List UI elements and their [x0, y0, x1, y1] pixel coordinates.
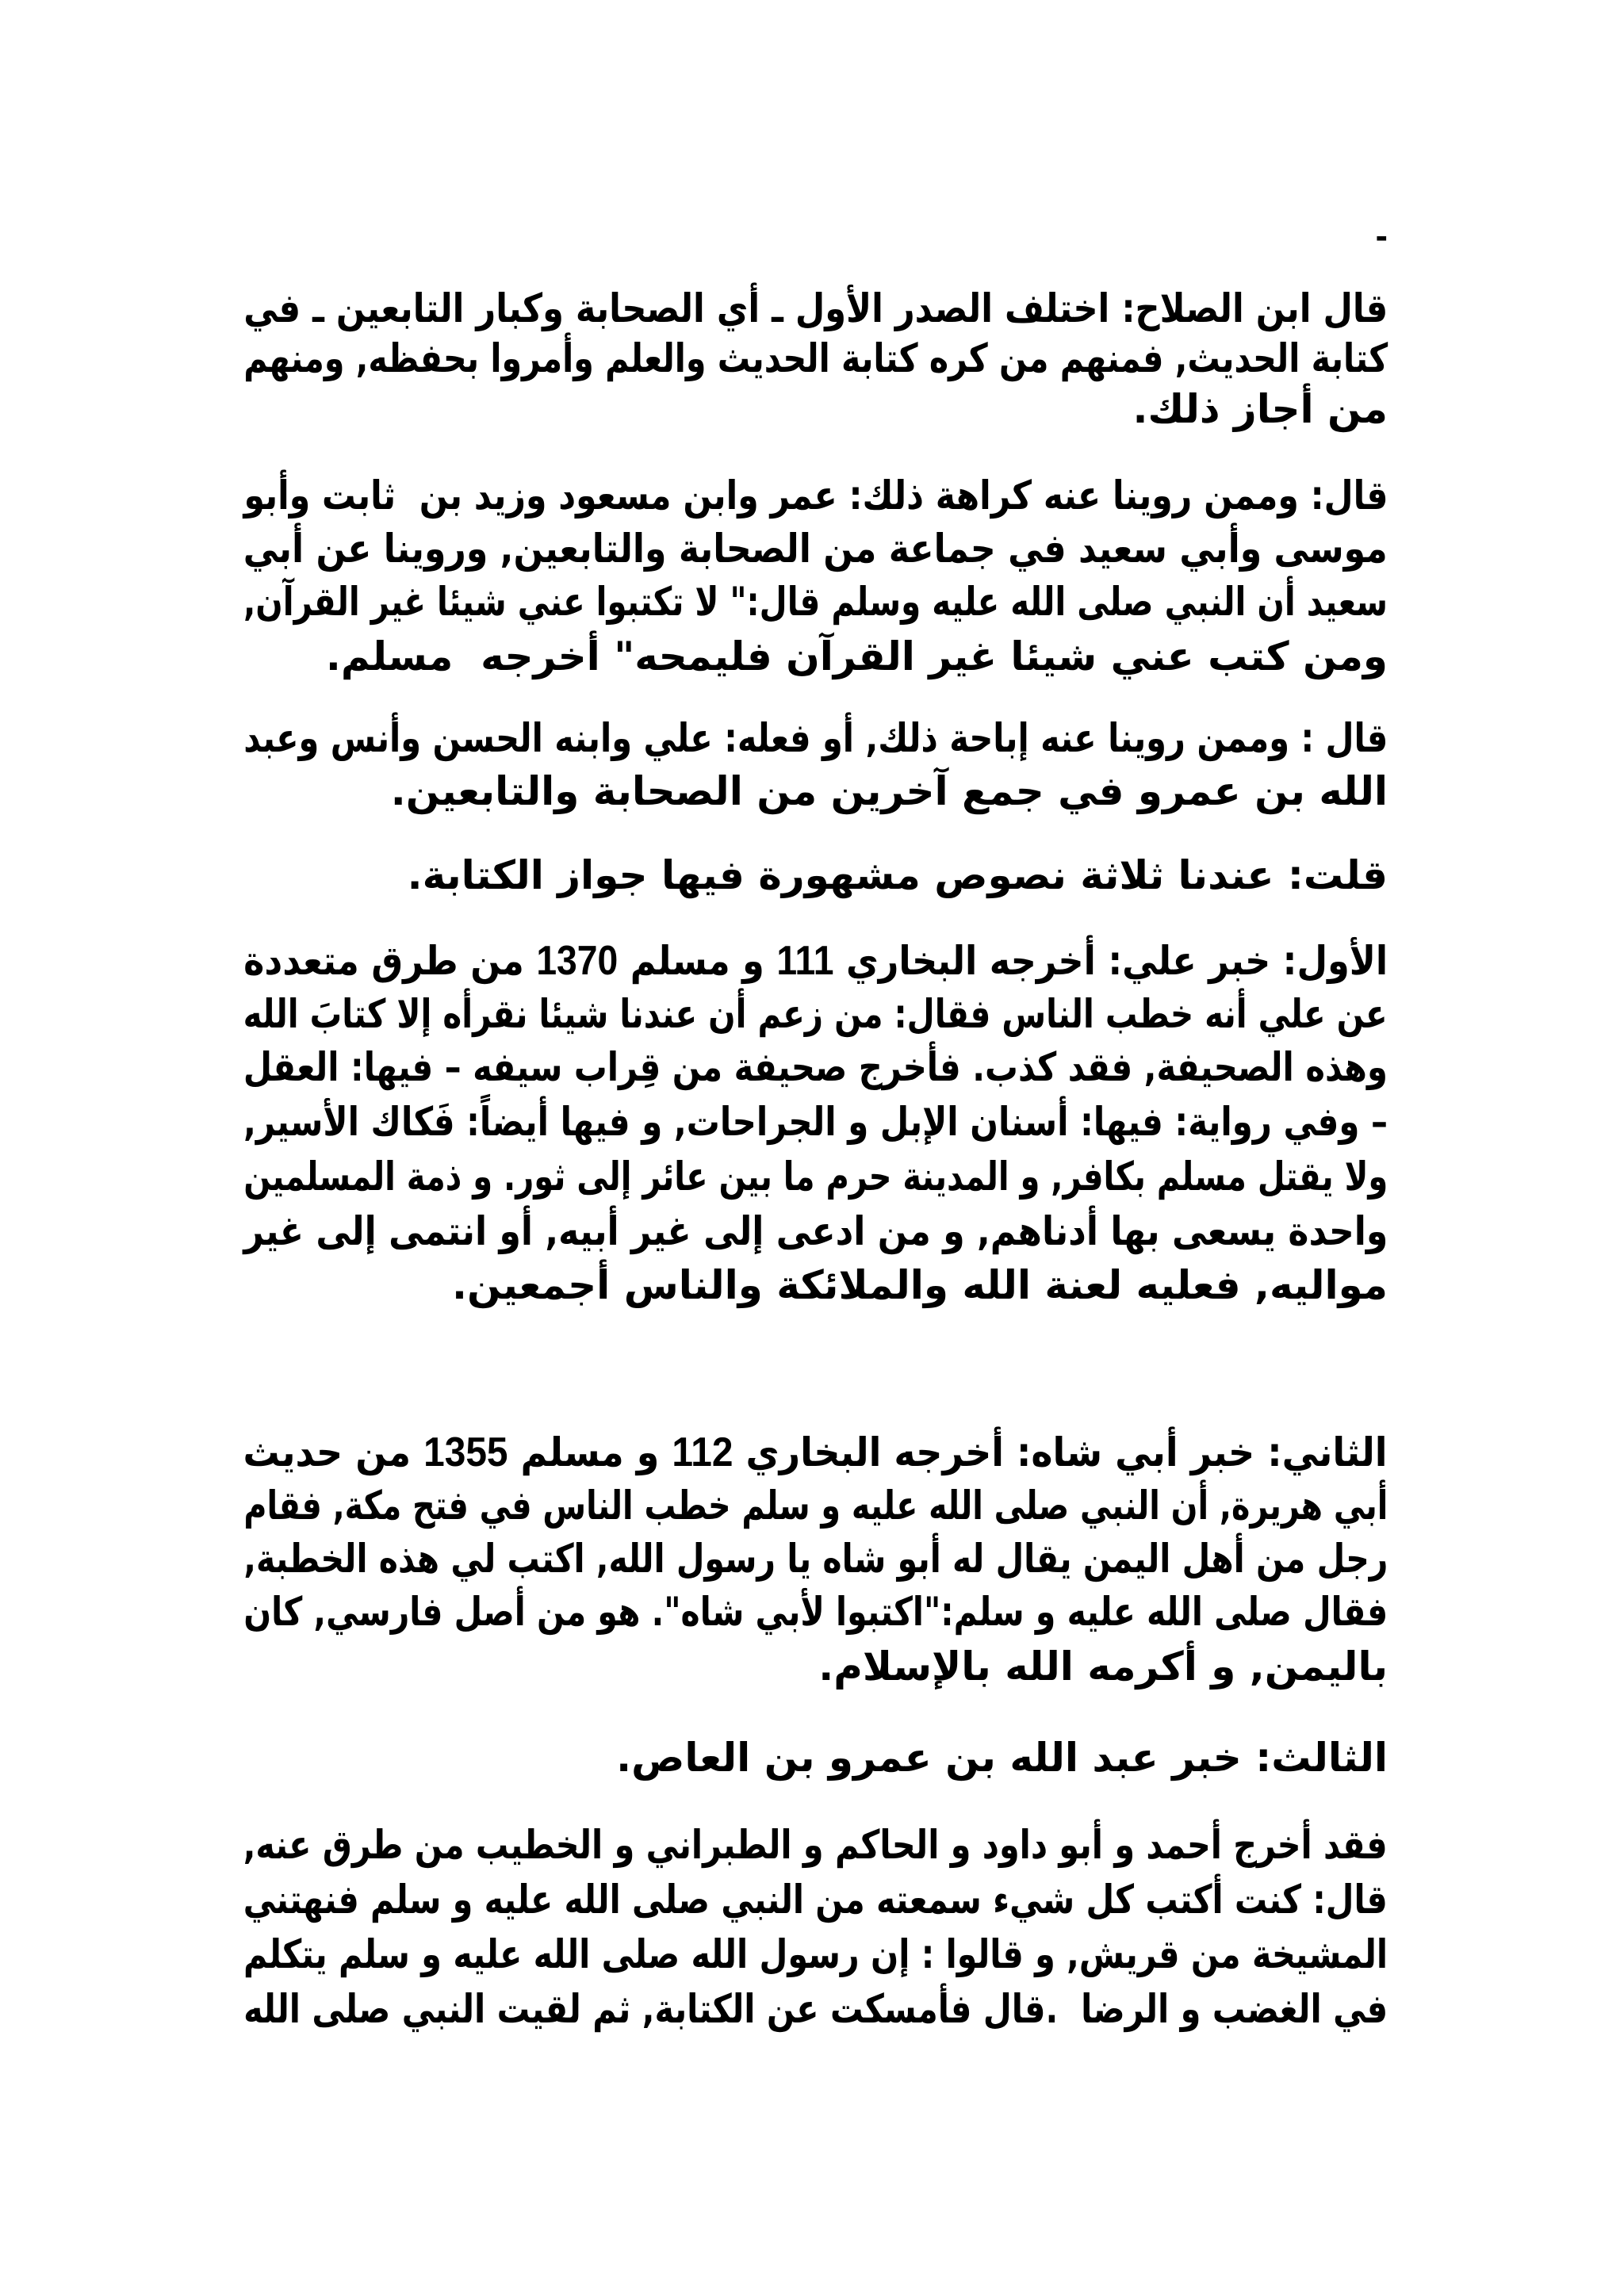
line-text: من أجاز ذلك. — [1132, 386, 1388, 432]
line-text: ولا يقتل مسلم بكافر, و المدينة حرم ما بين عائر إلى ثور. و ذمة المسلمين — [243, 1154, 1388, 1200]
top-dash-text: - — [1375, 215, 1388, 256]
text-segment: و مسلم — [508, 1429, 672, 1475]
text-line — [243, 1640, 1388, 1693]
text-line — [243, 1425, 1388, 1479]
text-line — [243, 281, 1388, 335]
hadith-number: 1370 — [536, 938, 619, 984]
text-line — [243, 629, 1388, 683]
line-text: عن علي أنه خطب الناس فقال: من زعم أن عندنا شيئا نقرأه إلا كتابَ الله — [243, 991, 1388, 1037]
text-line — [243, 1150, 1388, 1203]
line-text: فقال صلى الله عليه و سلم:"اكتبوا لأبي شاه". هو من أصل فارسي, كان — [243, 1589, 1388, 1635]
text-line — [243, 1873, 1388, 1927]
hadith-number: 111 — [776, 938, 834, 984]
text-line — [243, 711, 1388, 765]
line-text — [243, 934, 1388, 988]
hadith-number: 112 — [672, 1429, 733, 1475]
text-segment: من طرق متعددة — [243, 938, 537, 984]
top-dash-mark — [243, 208, 1388, 262]
line-text — [243, 1425, 1388, 1479]
line-text: قال : وممن روينا عنه إباحة ذلك, أو فعله: علي وابنه الحسن وأنس وعبد — [243, 715, 1388, 761]
text-line — [243, 1532, 1388, 1586]
line-text: قال: وممن روينا عنه كراهة ذلك: عمر وابن مسعود وزيد بن ثابت وأبو — [243, 473, 1388, 519]
line-text: المشيخة من قريش, و قالوا : إن رسول الله صلى الله عليه و سلم يتكلم — [243, 1931, 1388, 1977]
text-line — [243, 1585, 1388, 1639]
line-text: قلت: عندنا ثلاثة نصوص مشهورة فيها جواز الكتابة. — [407, 852, 1388, 898]
line-text: الثالث: خبر عبد الله بن عمرو بن العاص. — [616, 1735, 1388, 1781]
line-text: موسى وأبي سعيد في جماعة من الصحابة والتابعين, وروينا عن أبي — [243, 526, 1388, 572]
hadith-number: 1355 — [423, 1429, 509, 1475]
text-line — [243, 764, 1388, 818]
line-text: كتابة الحديث, فمنهم من كره كتابة الحديث والعلم وأمروا بحفظه, ومنهم — [243, 335, 1388, 381]
text-line — [243, 382, 1388, 436]
line-text: قال: كنت أكتب كل شيء سمعته من النبي صلى الله عليه و سلم فنهتني — [243, 1877, 1388, 1923]
line-text: ومن كتب عني شيئا غير القرآن فليمحه" أخرجه مسلم. — [325, 633, 1388, 679]
text-line — [243, 1982, 1388, 2036]
text-line — [243, 522, 1388, 576]
text-line — [243, 1927, 1388, 1981]
line-text: مواليه, فعليه لعنة الله والملائكة والناس أجمعين. — [451, 1262, 1388, 1308]
line-text: سعيد أن النبي صلى الله عليه وسلم قال:" لا تكتبوا عني شيئا غير القرآن, — [243, 579, 1388, 625]
text-line — [243, 1258, 1388, 1312]
text-segment: الأول: خبر علي: أخرجه البخاري — [833, 938, 1388, 984]
text-line — [243, 575, 1388, 629]
text-line — [243, 1731, 1388, 1785]
line-text: قال ابن الصلاح: اختلف الصدر الأول ـ أي الصحابة وكبار التابعين ـ في — [243, 285, 1388, 331]
line-text: باليمن, و أكرمه الله بالإسلام. — [818, 1644, 1388, 1689]
text-line — [243, 987, 1388, 1041]
text-line — [243, 1479, 1388, 1533]
line-text: في الغضب و الرضا .قال فأمسكت عن الكتابة, ثم لقيت النبي صلى الله — [243, 1986, 1388, 2032]
text-line — [243, 1095, 1388, 1149]
line-text: الله بن عمرو في جمع آخرين من الصحابة والتابعين. — [390, 768, 1388, 814]
text-line — [243, 848, 1388, 902]
text-segment: الثاني: خبر أبي شاه: أخرجه البخاري — [733, 1429, 1388, 1475]
text-segment: و مسلم — [618, 938, 777, 984]
line-text: – وفي رواية: فيها: أسنان الإبل و الجراحات, و فيها أيضاً: فَكاك الأسير, — [243, 1099, 1388, 1145]
text-line — [243, 1040, 1388, 1094]
text-line — [243, 1204, 1388, 1258]
line-text: رجل من أهل اليمن يقال له أبو شاه يا رسول الله, اكتب لي هذه الخطبة, — [243, 1536, 1388, 1582]
line-text: واحدة يسعى بها أدناهم, و من ادعى إلى غير أبيه, أو انتمى إلى غير — [243, 1208, 1388, 1254]
text-line — [243, 934, 1388, 988]
line-text: فقد أخرج أحمد و أبو داود و الحاكم و الطبراني و الخطيب من طرق عنه, — [243, 1822, 1388, 1868]
text-line — [243, 469, 1388, 522]
line-text: وهذه الصحيفة, فقد كذب. فأخرج صحيفة من قِراب سيفه – فيها: العقل — [243, 1044, 1388, 1090]
text-line — [243, 1818, 1388, 1872]
line-text: أبي هريرة, أن النبي صلى الله عليه و سلم خطب الناس في فتح مكة, فقام — [243, 1483, 1388, 1529]
text-line — [243, 331, 1388, 385]
text-segment: من حديث — [243, 1429, 424, 1475]
